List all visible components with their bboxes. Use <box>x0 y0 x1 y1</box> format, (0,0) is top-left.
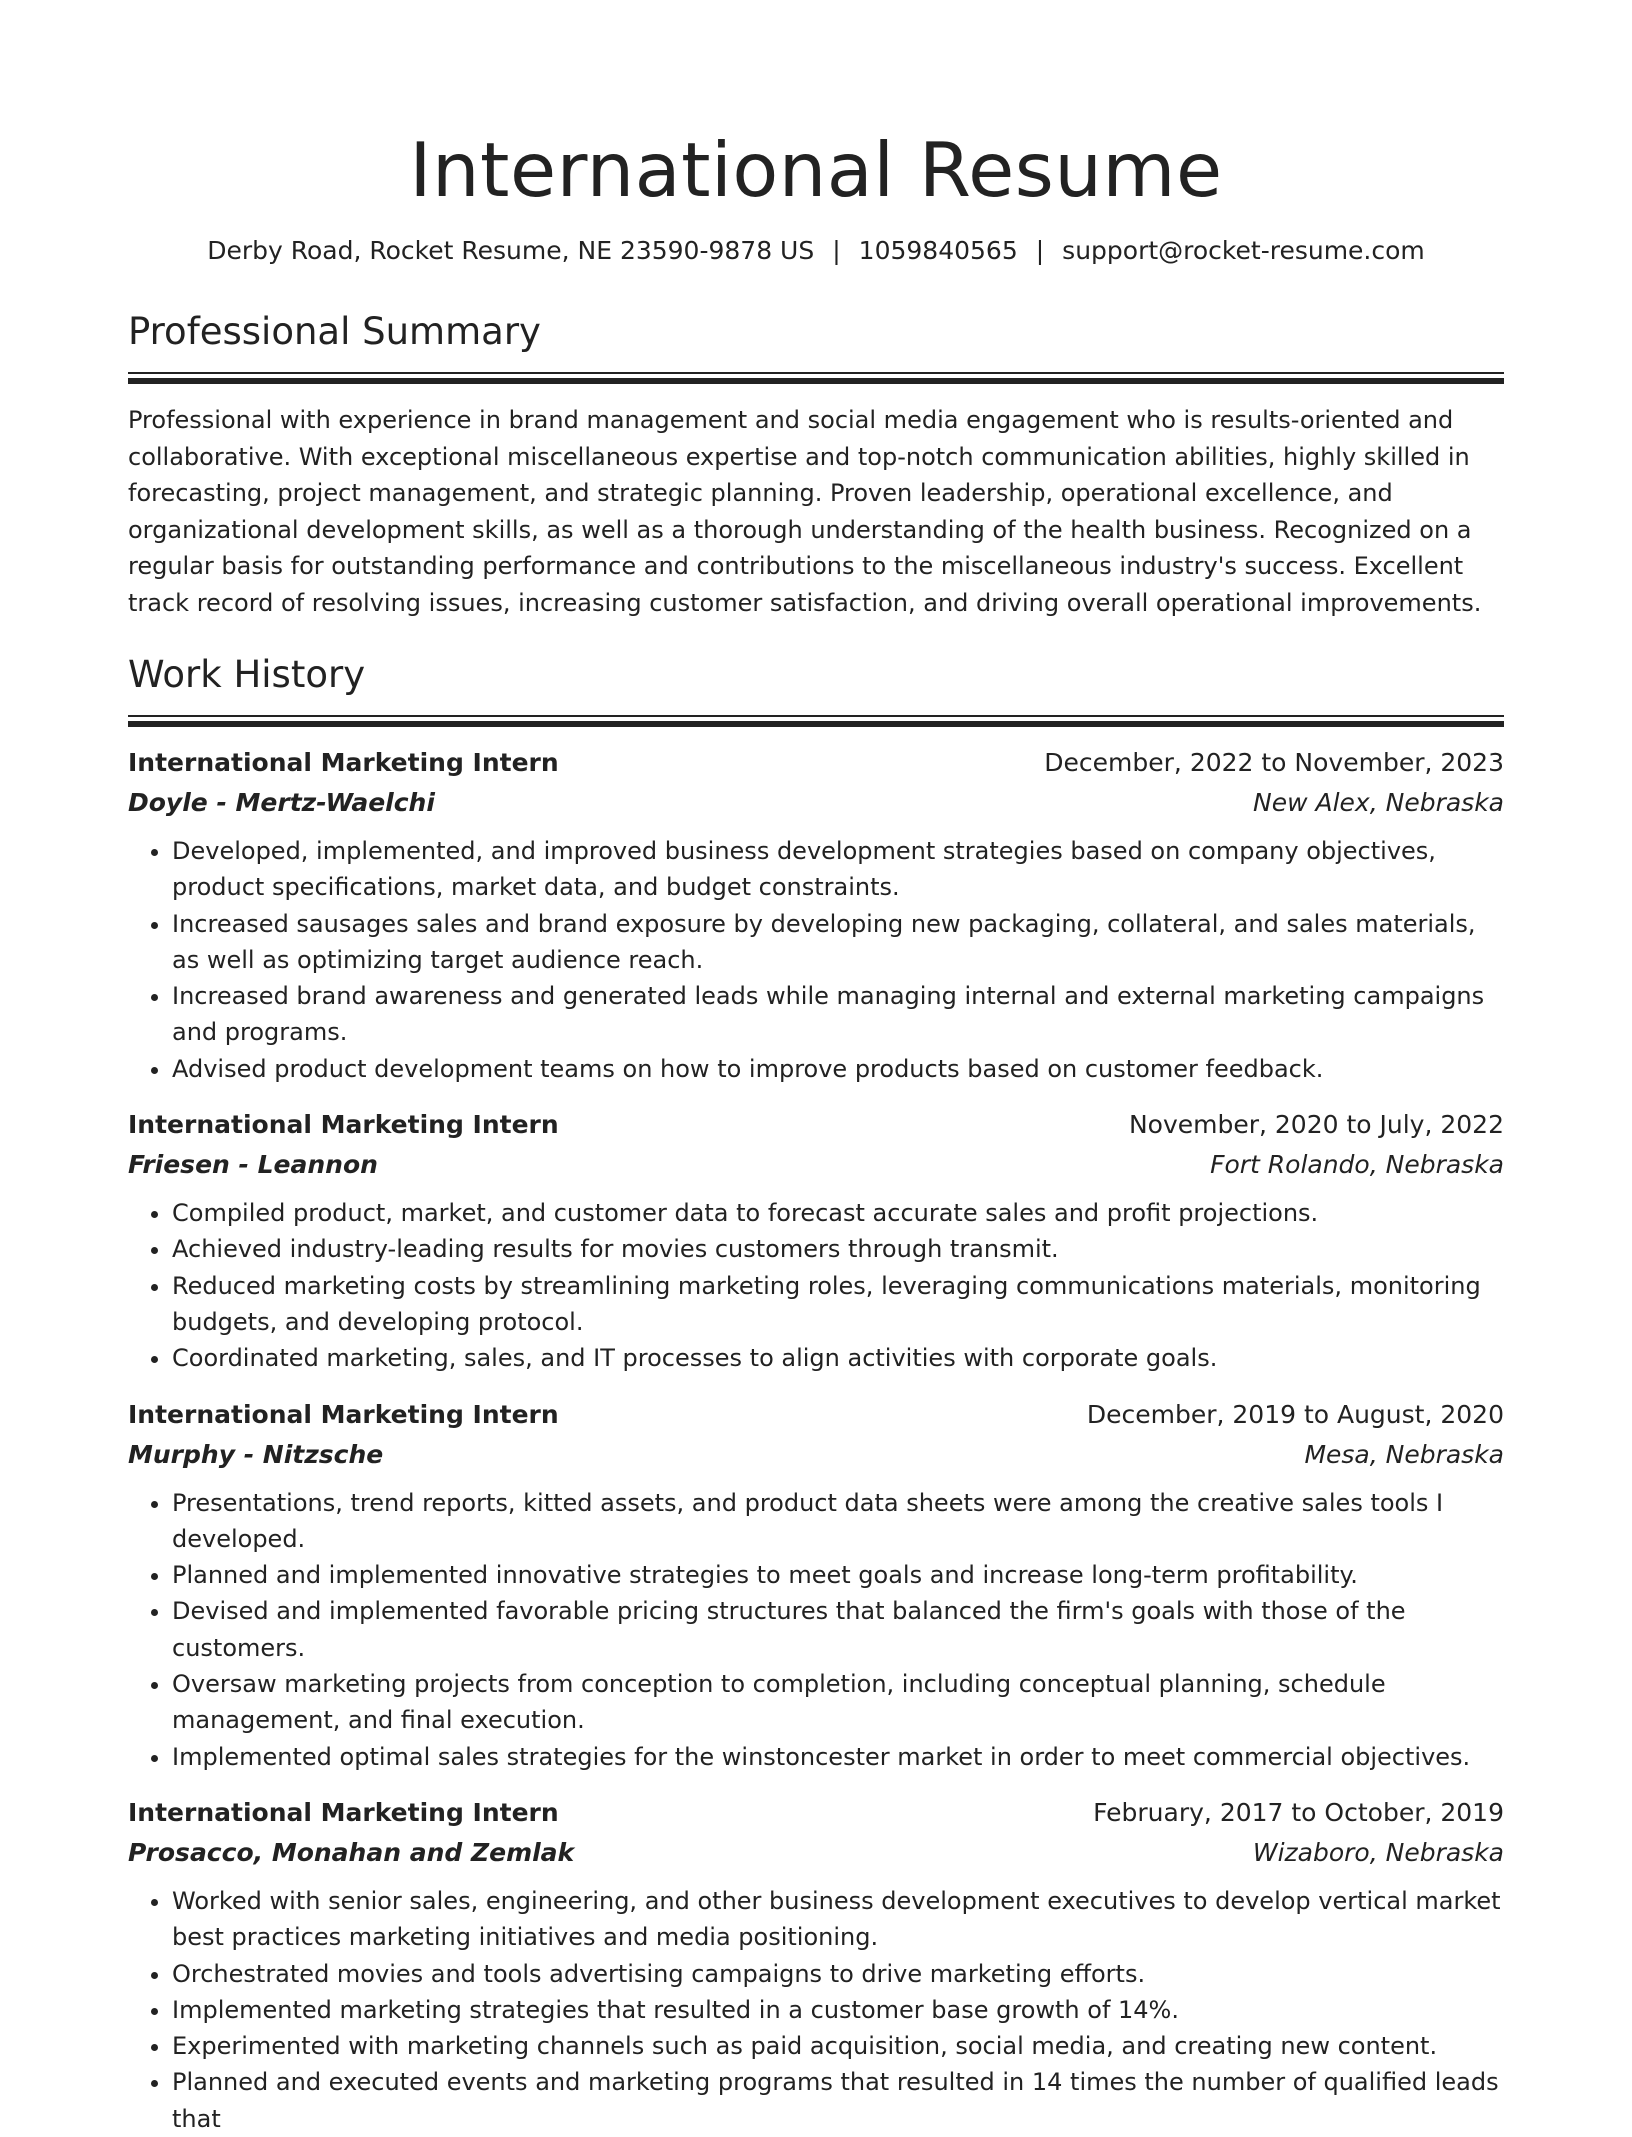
job-company-row <box>128 783 1504 823</box>
job-company: Friesen - Leannon <box>128 1150 378 1180</box>
job-bullet: • Compiled product, market, and customer data to forecast accurate sales and profit projections. <box>172 1195 1504 1231</box>
job-bullets <box>128 1485 1504 1775</box>
job-bullet: • Implemented marketing strategies that resulted in a customer base growth of 14%. <box>172 1992 1504 2028</box>
job-title: International Marketing Intern <box>128 748 559 777</box>
job-bullets <box>128 1195 1504 1376</box>
job-company: Murphy - Nitzsche <box>128 1439 384 1469</box>
job-bullet: • Planned and implemented innovative strategies to meet goals and increase long-term profitability. <box>172 1557 1504 1593</box>
work-history-section <box>128 651 1504 2137</box>
contact-separator: | <box>1035 236 1045 265</box>
contact-phone: 1059840565 <box>858 236 1018 265</box>
job-location: New Alex, Nebraska <box>1253 788 1504 817</box>
job-bullet: • Achieved industry-leading results for movies customers through transmit. <box>172 1231 1504 1267</box>
job-bullet: • Developed, implemented, and improved business development strategies based on company objectives, product specifications, market data, and budget constraints. <box>172 833 1504 906</box>
resume-page <box>128 0 1504 2137</box>
job-title: International Marketing Intern <box>128 1399 559 1429</box>
section-title-work-history: Work History <box>128 653 366 696</box>
contact-line <box>128 234 1504 268</box>
job-entry <box>128 1105 1504 1376</box>
job-entry <box>128 743 1504 1087</box>
job-entry <box>128 1395 1504 1775</box>
job-location: Mesa, Nebraska <box>1304 1439 1504 1469</box>
contact-separator: | <box>832 236 841 265</box>
job-bullet: • Planned and executed events and marketing programs that resulted in 14 times the number of qualified leads that <box>172 2064 1504 2137</box>
job-dates: November, 2020 to July, 2022 <box>1128 1110 1504 1140</box>
job-bullet: • Oversaw marketing projects from conception to completion, including conceptual planning, schedule management, and final execution. <box>172 1666 1504 1739</box>
section-divider <box>128 715 1504 727</box>
job-bullets <box>128 1883 1504 2137</box>
job-header-row <box>128 1105 1504 1145</box>
job-company: Doyle - Mertz-Waelchi <box>128 788 435 817</box>
job-bullet: • Increased brand awareness and generated leads while managing internal and external marketing campaigns and programs. <box>172 978 1504 1051</box>
job-bullet: • Experimented with marketing channels such as paid acquisition, social media, and creating new content. <box>172 2028 1504 2064</box>
job-title: International Marketing Intern <box>128 1797 559 1827</box>
job-company: Prosacco, Monahan and Zemlak <box>128 1837 575 1867</box>
resume-name: International Resume <box>409 126 1223 214</box>
job-dates: December, 2019 to August, 2020 <box>1086 1399 1504 1429</box>
job-bullet: • Implemented optimal sales strategies for the winstoncester market in order to meet commercial objectives. <box>172 1739 1504 1775</box>
contact-email: support@rocket-resume.com <box>1062 236 1425 265</box>
section-title-summary: Professional Summary <box>128 310 541 353</box>
job-bullet: • Increased sausages sales and brand exposure by developing new packaging, collateral, and sales materials, as well as optimizing target audience reach. <box>172 906 1504 979</box>
job-bullets <box>128 833 1504 1087</box>
job-company-row <box>128 1435 1504 1475</box>
summary-text: Professional with experience in brand management and social media engagement who is results-oriented and collaborative. With exceptional miscellaneous expertise and top-notch communication abilities, highly skilled in forecasting, project management, and strategic planning. Proven leadership, operational excellence, and organizational development skills, as well as a thorough understanding of the health business. Recognized on a regular basis for outstanding performance and contributions to the miscellaneous industry's success. Excellent track record of resolving issues, increasing customer satisfaction, and driving overall operational improvements. <box>128 406 1482 617</box>
job-location: Wizaboro, Nebraska <box>1252 1837 1504 1867</box>
job-bullet: • Devised and implemented favorable pricing structures that balanced the firm's goals with those of the customers. <box>172 1593 1504 1666</box>
job-title: International Marketing Intern <box>128 1110 559 1140</box>
job-header-row <box>128 743 1504 783</box>
job-dates: February, 2017 to October, 2019 <box>1093 1797 1504 1827</box>
contact-address: Derby Road, Rocket Resume, NE 23590-9878 US <box>207 236 815 265</box>
job-company-row <box>128 1145 1504 1185</box>
job-bullet: • Reduced marketing costs by streamlining marketing roles, leveraging communications materials, monitoring budgets, and developing protocol. <box>172 1268 1504 1341</box>
job-bullet: • Coordinated marketing, sales, and IT processes to align activities with corporate goals. <box>172 1340 1504 1376</box>
job-header-row <box>128 1793 1504 1833</box>
section-divider <box>128 372 1504 384</box>
job-bullet: • Advised product development teams on how to improve products based on customer feedback. <box>172 1051 1504 1087</box>
job-bullet: • Orchestrated movies and tools advertising campaigns to drive marketing efforts. <box>172 1956 1504 1992</box>
job-entry <box>128 1793 1504 2137</box>
job-company-row <box>128 1833 1504 1873</box>
job-bullet: • Worked with senior sales, engineering, and other business development executives to develop vertical market best practices marketing initiatives and media positioning. <box>172 1883 1504 1956</box>
job-dates: December, 2022 to November, 2023 <box>1044 748 1504 777</box>
professional-summary-section <box>128 308 1504 621</box>
job-header-row <box>128 1395 1504 1435</box>
job-location: Fort Rolando, Nebraska <box>1210 1150 1504 1180</box>
job-bullet: • Presentations, trend reports, kitted assets, and product data sheets were among the creative sales tools I developed. <box>172 1485 1504 1558</box>
